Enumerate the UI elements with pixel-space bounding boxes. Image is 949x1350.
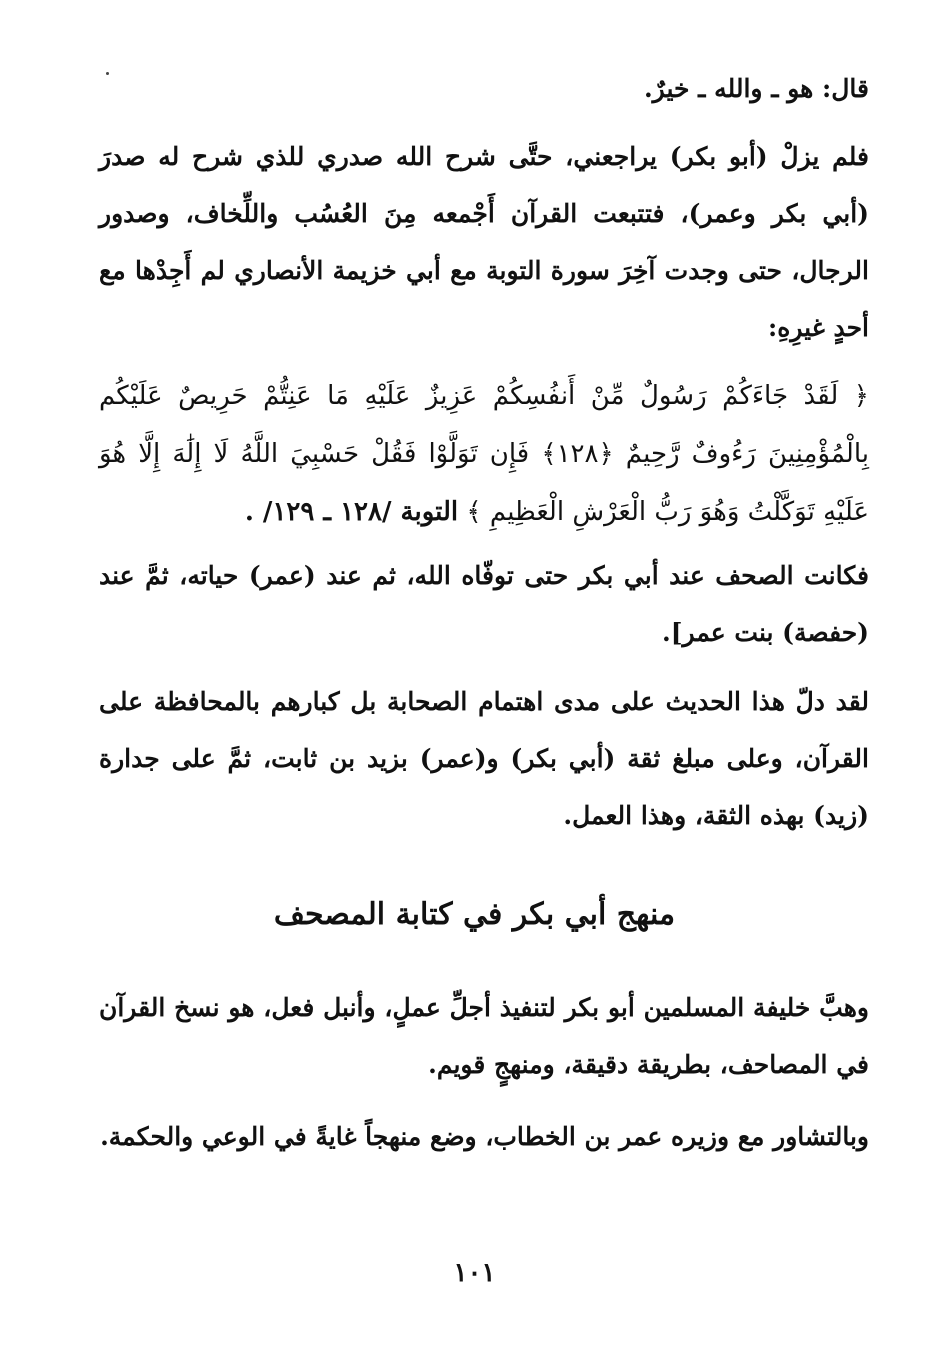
paragraph-1: فلم يزلْ (أبو بكر) يراجعني، حتَّى شرح الله صدري للذي شرح له صدرَ (أبي بكر وعمر)، فتتبعت القرآن أَجْمعه مِنَ العُسُب واللِّخاف، وصدور الرجال، حتى وجدت آخِرَ سورة التوبة مع أبي خزيمة الأنصاري لم أَجِدْها مع أحدٍ غيرِهِ: — [99, 142, 869, 342]
intro-line: قال: هو ـ والله ـ خيرٌ. — [643, 74, 869, 103]
quran-reference: التوبة /١٢٨ ـ ١٢٩/ . — [244, 497, 459, 527]
paragraph-4: وهبَّ خليفة المسلمين أبو بكر لتنفيذ أجلِّ عملٍ، وأنبل فعل، هو نسخ القرآن في المصاحف، بطريقة دقيقة، ومنهجٍ قويم. — [99, 993, 869, 1079]
paragraph-2: فكانت الصحف عند أبي بكر حتى توفّاه الله، ثم عند (عمر) حياته، ثمَّ عند (حفصة) بنت عمر]. — [99, 561, 869, 647]
quran-verse: ﴿ لَقَدْ جَاءَكُمْ رَسُولٌ مِّنْ أَنفُسِكُمْ عَزِيزٌ عَلَيْهِ مَا عَنِتُّمْ حَرِيصٌ عَلَيْكُم بِالْمُؤْمِنِينَ رَءُوفٌ رَّحِيمٌ ﴿١٢٨﴾ فَإِن تَوَلَّوْا فَقُلْ حَسْبِيَ اللَّهُ لَا إِلَٰهَ إِلَّا هُوَ عَلَيْهِ تَوَكَّلْتُ وَهُوَ رَبُّ الْعَرْشِ الْعَظِيمِ ﴾ — [99, 381, 869, 527]
paragraph-3: لقد دلّ هذا الحديث على مدى اهتمام الصحابة بل كبارهم بالمحافظة على القرآن، وعلى مبلغ ثقة (أبي بكر) و(عمر) بزيد بن ثابت، ثمَّ على جدارة (زيد) بهذه الثقة، وهذا العمل. — [99, 687, 869, 830]
page-number: ١٠١ — [453, 1258, 496, 1288]
paragraph-5: وبالتشاور مع وزيره عمر بن الخطاب، وضع منهجاً غايةً في الوعي والحكمة. — [100, 1122, 869, 1151]
quran-verse-block — [99, 367, 869, 541]
section-heading: منهج أبي بكر في كتابة المصحف — [273, 897, 676, 932]
